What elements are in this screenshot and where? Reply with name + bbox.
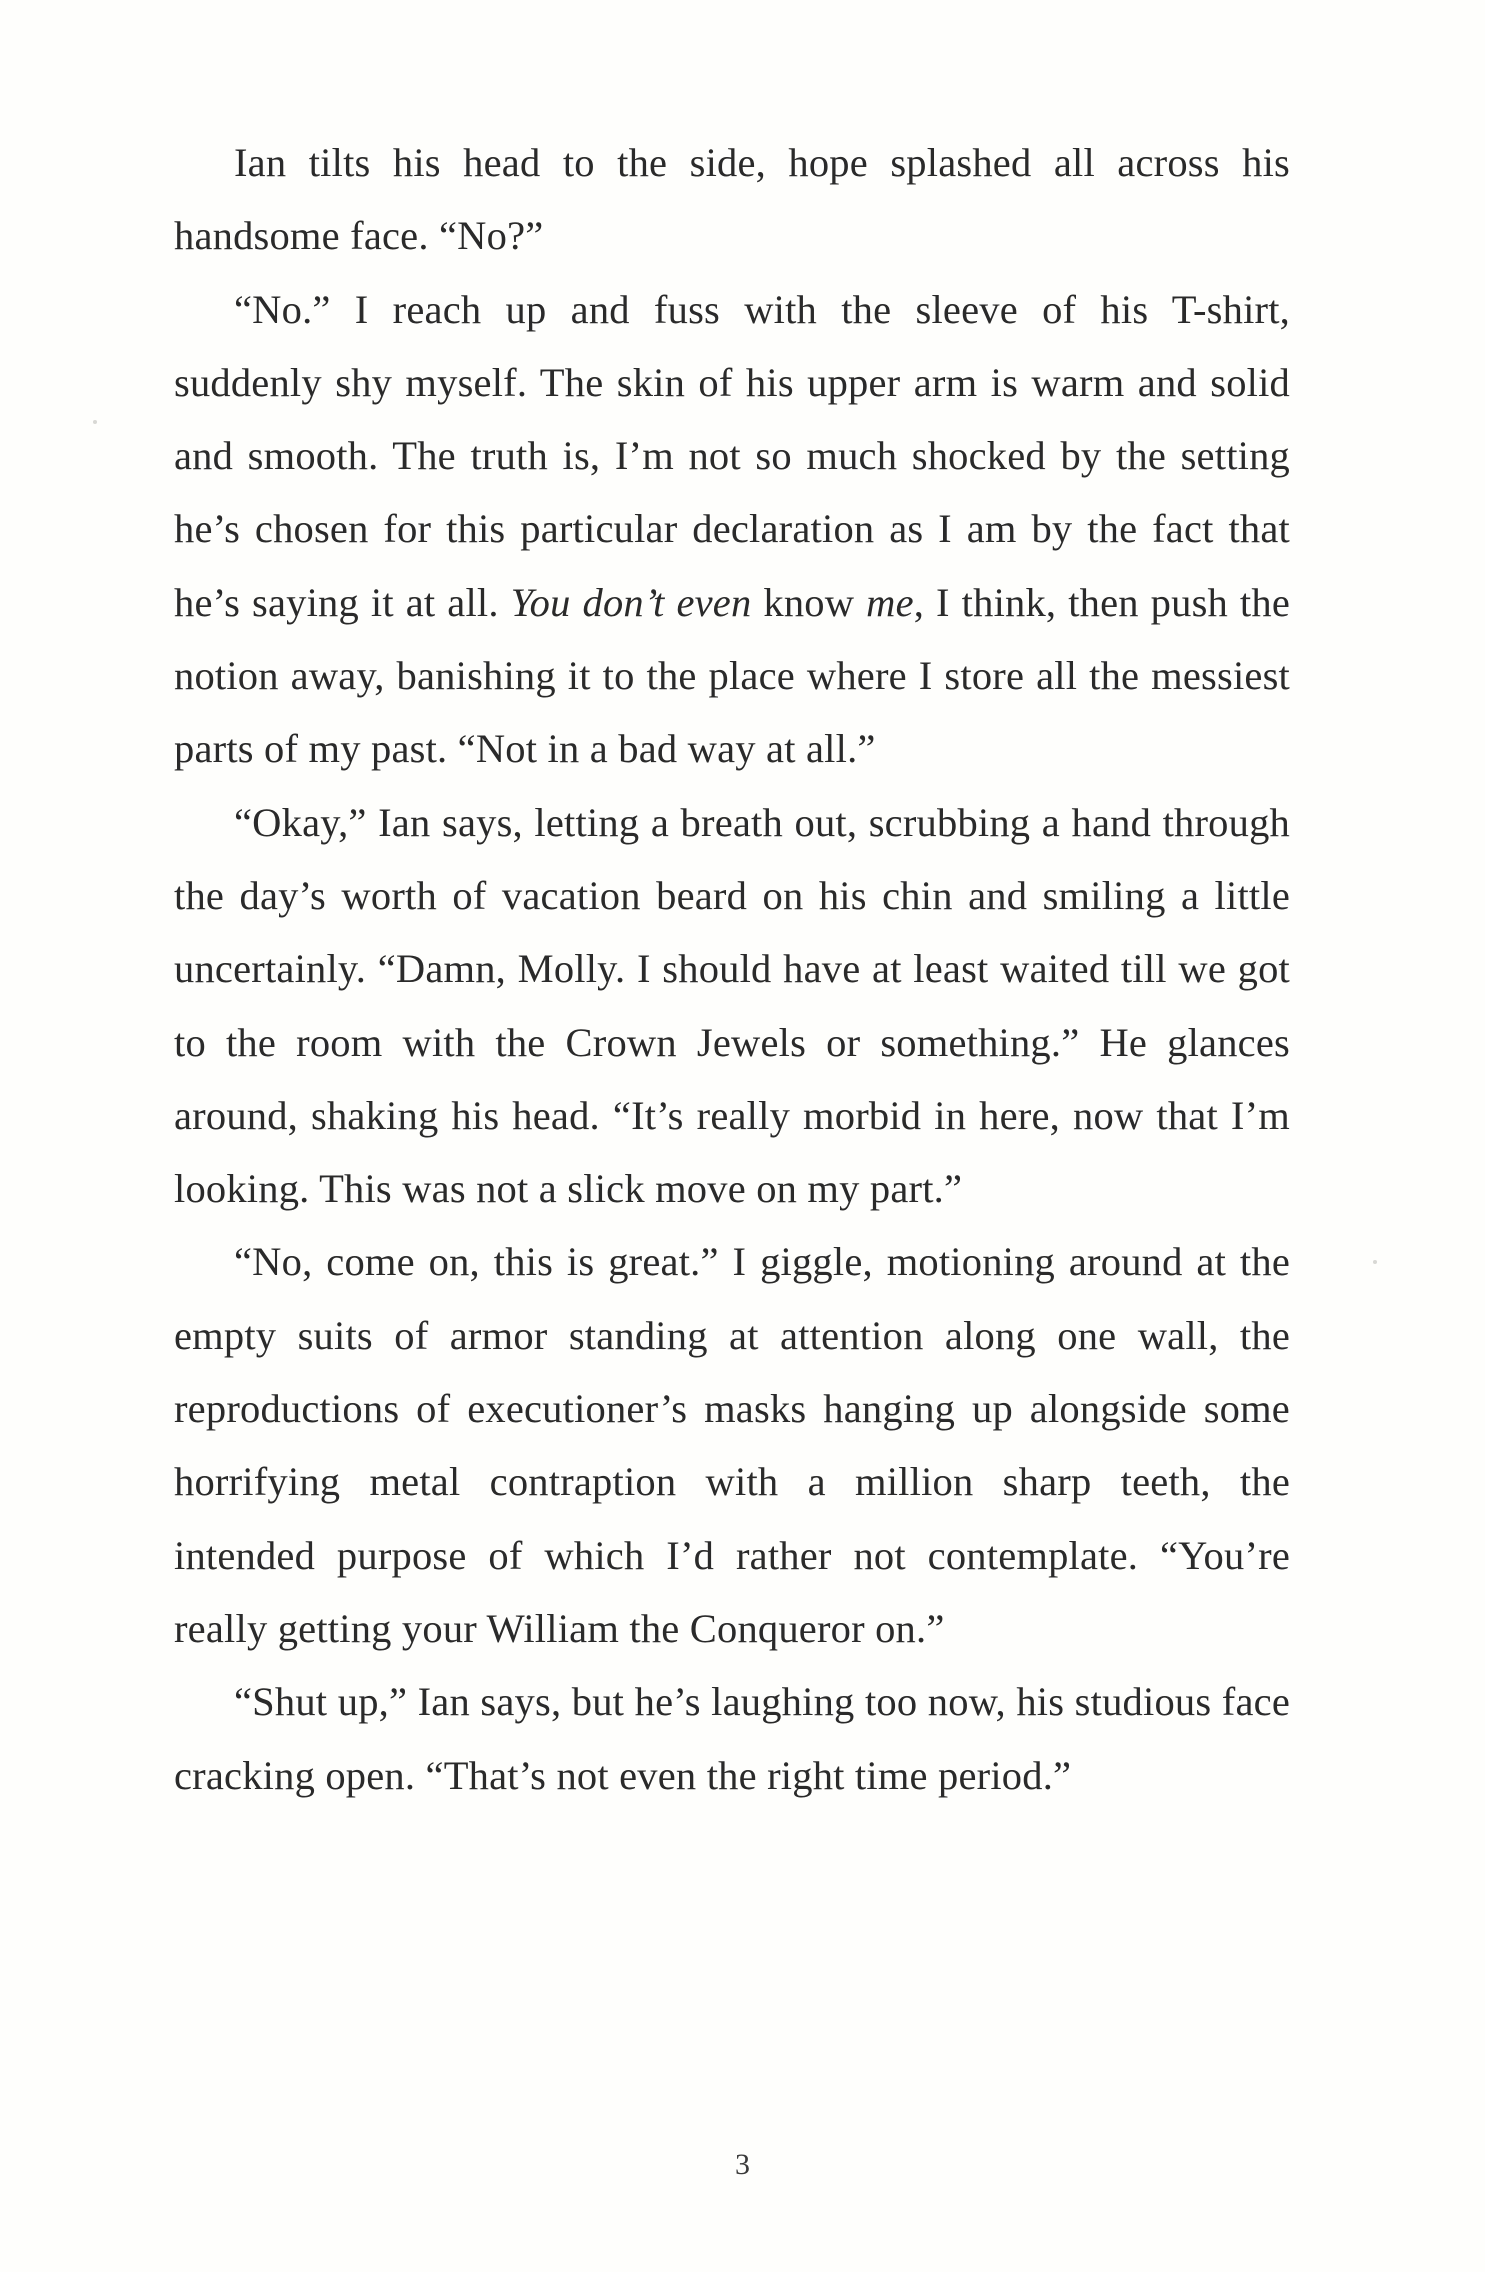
text-segment: Ian tilts his head to the side, hope splashed all across his handsome face. “No?” xyxy=(174,140,1290,259)
body-text xyxy=(174,126,1290,1812)
text-segment: “No.” I reach up and fuss with the sleeve of his T-shirt, suddenly shy myself. The skin of his upper arm is warm and solid and smooth. The truth is, I’m not so much shocked by the setting he’s chosen for this particular declaration as I am by the fact that he’s saying it at all. xyxy=(174,286,1290,625)
text-segment: , I think, then push the notion away, banishing it to the place where I store all the messiest parts of my past. “Not in a bad way at all.” xyxy=(174,579,1291,772)
italic-text-segment: You don’t even xyxy=(510,579,752,625)
paragraph xyxy=(174,126,1290,273)
paragraph xyxy=(174,1665,1290,1812)
text-segment: “Okay,” Ian says, letting a breath out, scrubbing a hand through the day’s worth of vacation beard on his chin and smiling a little uncertainly. “Damn, Molly. I should have at least waited till we got to the room with the Crown Jewels or something.” He glances around, shaking his head. “It’s really morbid in here, now that I’m looking. This was not a slick move on my part.” xyxy=(174,799,1290,1212)
text-segment: “No, come on, this is great.” I giggle, motioning around at the empty suits of armor standing at attention along one wall, the reproductions of executioner’s masks hanging up alongside some horrifying metal contraption with a million sharp teeth, the intended purpose of which I’d rather not contemplate. “You’re really getting your William the Conqueror on.” xyxy=(174,1239,1290,1651)
page-number: 3 xyxy=(735,2148,750,2181)
scan-speck xyxy=(93,420,97,424)
text-segment: “Shut up,” Ian says, but he’s laughing too now, his studious face cracking open. “That’s not even the right time period.” xyxy=(174,1679,1290,1798)
italic-text-segment: me xyxy=(866,579,914,625)
paragraph xyxy=(174,1225,1290,1665)
scan-speck xyxy=(1373,1260,1377,1264)
paragraph xyxy=(174,273,1290,786)
text-segment: know xyxy=(751,579,867,625)
paragraph xyxy=(174,786,1290,1226)
